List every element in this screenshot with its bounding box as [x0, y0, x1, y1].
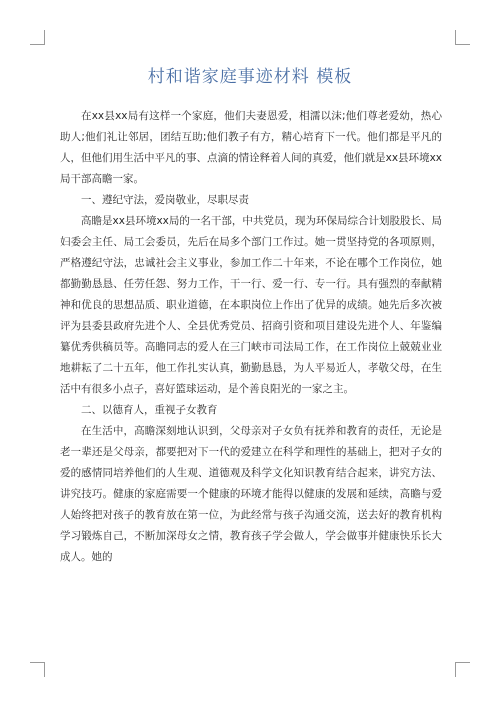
- paragraph-section-2: 在生活中，高瞻深刻地认识到，父母亲对子女负有抚养和教育的责任，无论是老一辈还是父母亲，都要把对下一代的爱建立在科学和理性的基础上，把对子女的爱的感情同培养他们的人生观、道德观及科学文化知识教育结合起来，讲究方法、讲究技巧。健康的家庭需要一个健康的环境才能得以健康的发展和延续，高瞻与爱人始终把对孩子的教育放在第一位，为此经常与孩子沟通交流，送去好的教育机构学习锻炼自己，不断加深母女之情，教育孩子学会做人，学会做事并健康快乐长大成人。她的: [60, 425, 442, 563]
- corner-mark-top-right: [455, 30, 470, 45]
- section-heading-2: 二、以德育人，重视子女教育: [81, 404, 218, 416]
- paragraph-section-1: 高瞻是xx县环境xx局的一名干部，中共党员，现为环保局综合计划股股长、局妇委会主任、局工会委员，先后在局多个部门工作过。她一贯坚持党的各项原则，严格遵纪守法，忠诚社会主义事业，参加工作二十年来，不论在哪个工作岗位，她都勤勤恳恳、任劳任怨、努力工作，干一行、爱一行、专一行。具有强烈的奉献精神和优良的思想品质、职业道德，在本职岗位上作出了优异的成绩。她先后多次被评为县委县政府先进个人、全县优秀党员、招商引资和项目建设先进个人、年鉴编纂优秀供稿员等。高瞻同志的爱人在三门峡市司法局工作，在工作岗位上兢兢业业地耕耘了二十五年，他工作扎实认真，勤勤恳恳，为人平易近人，孝敬父母，在生活中有很多小点子，喜好篮球运动，是个善良阳光的一家之主。: [60, 215, 442, 395]
- corner-mark-bottom-right: [455, 662, 470, 677]
- section-heading-1: 一、遵纪守法，爱岗敬业，尽职尽责: [81, 194, 249, 206]
- paragraph-intro: 在xx县xx局有这样一个家庭，他们夫妻恩爱，相濡以沫;他们尊老爱幼，热心助人;他们礼让邻居，团结互助;他们教子有方，精心培育下一代。他们都是平凡的人，但他们用生活中平凡的事、点滴的情诠释着人间的真爱，他们就是xx县环境xx局干部高瞻一家。: [60, 110, 442, 185]
- corner-mark-top-left: [30, 30, 45, 45]
- document-body: [60, 106, 442, 568]
- corner-mark-bottom-left: [30, 662, 45, 677]
- document-title: 村和谐家庭事迹材料 模板: [147, 67, 353, 87]
